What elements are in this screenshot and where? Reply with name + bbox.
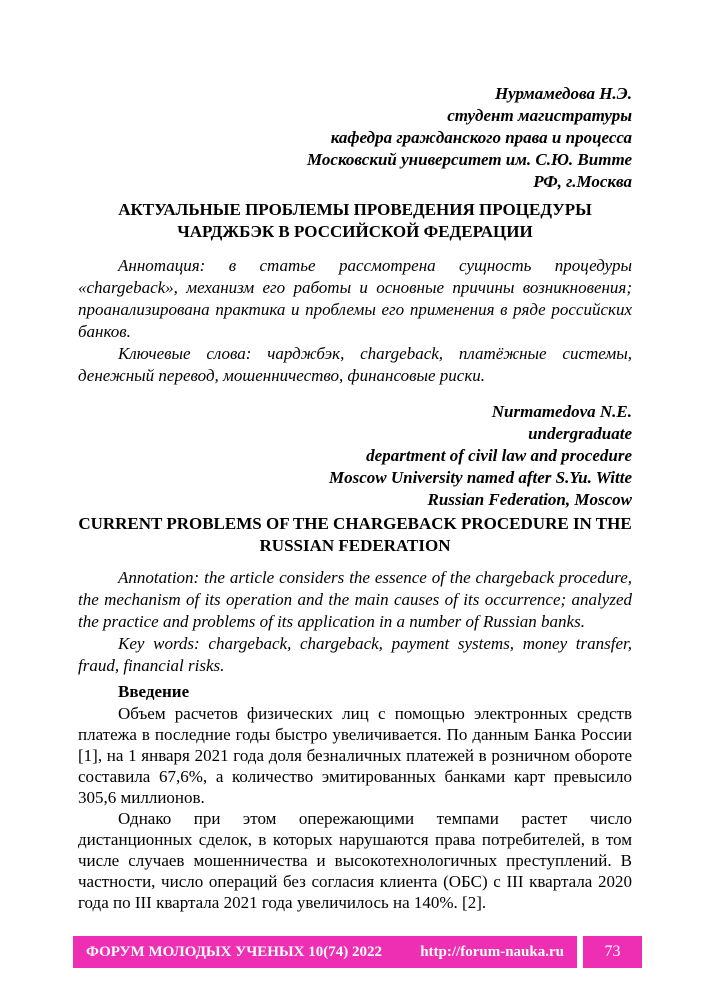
author-department-en: department of civil law and procedure [366,446,632,465]
section-heading-introduction: Введение [118,682,190,701]
author-degree-ru: студент магистратуры [447,106,632,125]
body-paragraph-1: Объем расчетов физических лиц с помощью электронных средств платежа в последние годы быстро увеличивается. По данным Банка России [1], на 1 января 2021 года доля безналичных платежей в розничном обороте составила 67,6%, а количество эмитированных банками карт превысило 305,6 миллионов. [78,704,632,807]
author-department-ru: кафедра гражданского права и процесса [330,128,632,147]
journal-title: ФОРУМ МОЛОДЫХ УЧЕНЫХ 10(74) 2022 [86,943,382,960]
article-title-ru: АКТУАЛЬНЫЕ ПРОБЛЕМЫ ПРОВЕДЕНИЯ ПРОЦЕДУРЫ ЧАРДЖБЭК В РОССИЙСКОЙ ФЕДЕРАЦИИ [118,200,592,241]
article-title-en: CURRENT PROBLEMS OF THE CHARGEBACK PROCEDURE IN THE RUSSIAN FEDERATION [78,514,632,555]
page-number: 73 [583,936,642,968]
keywords-ru: Ключевые слова: чарджбэк, chargeback, платёжные системы, денежный перевод, мошенничество, финансовые риски. [78,344,632,385]
author-block-en [78,401,632,511]
journal-url: http://forum-nauka.ru [420,943,564,960]
author-block-ru [78,83,632,193]
abstract-ru: Аннотация: в статье рассмотрена сущность процедуры «chargeback», механизм его работы и основные причины возникновения; проанализирована практика и проблемы его применения в ряде российских банков. [78,256,632,341]
author-name-en: Nurmamedova N.E. [491,402,632,421]
abstract-en: Annotation: the article considers the essence of the chargeback procedure, the mechanism of its operation and the main causes of its occurrence; analyzed the practice and problems of its application in a number of Russian banks. [78,568,632,631]
article-content [78,83,632,913]
author-university-en: Moscow University named after S.Yu. Witte [328,468,632,487]
author-location-ru: РФ, г.Москва [533,172,632,191]
keywords-en: Key words: chargeback, chargeback, payment systems, money transfer, fraud, financial risks. [78,634,632,675]
footer-bar [73,936,577,968]
author-name-ru: Нурмамедова Н.Э. [494,84,632,103]
body-paragraph-2: Однако при этом опережающими темпами растет число дистанционных сделок, в которых нарушаются права потребителей, в том числе случаев мошенничества и высокотехнологичных преступлений. В частности, число операций без согласия клиента (ОБС) с III квартала 2020 года по III квартала 2021 года увеличилось на 140%. [2]. [78,809,632,912]
author-location-en: Russian Federation, Moscow [427,490,632,509]
author-degree-en: undergraduate [528,424,632,443]
author-university-ru: Московский университет им. С.Ю. Витте [307,150,632,169]
